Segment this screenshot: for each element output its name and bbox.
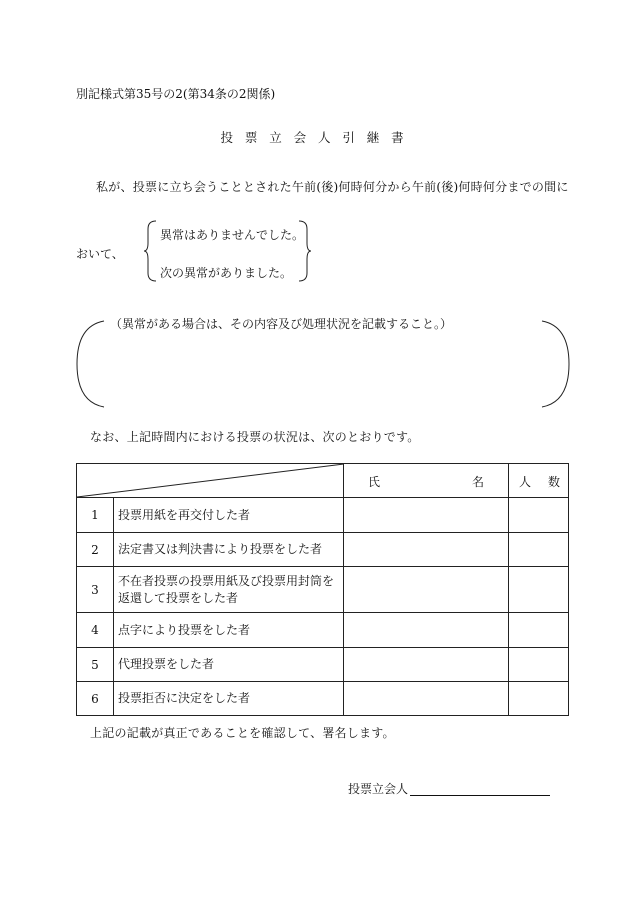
header-name-b: 名 <box>471 475 484 489</box>
header-count-b: 数 <box>547 475 560 489</box>
row-number: 5 <box>77 648 114 682</box>
name-cell[interactable] <box>344 682 509 716</box>
name-cell[interactable] <box>344 567 509 613</box>
header-count <box>509 464 569 498</box>
note-instruction: （異常がある場合は、その内容及び処理状況を記載すること。） <box>110 317 453 331</box>
intro-text: 私が、投票に立ち会うこととされた午前(後)何時何分から午前(後)何時何分までの間に <box>96 180 569 194</box>
header-name <box>344 464 509 498</box>
signature-label: 投票立会人 <box>348 782 409 796</box>
table-row <box>77 567 569 613</box>
diagonal-header-cell <box>77 464 344 498</box>
row-label: 代理投票をした者 <box>114 648 344 682</box>
note-bracket <box>76 320 570 408</box>
option-abnormality: 次の異常がありました。 <box>160 266 293 280</box>
count-cell[interactable] <box>509 613 569 648</box>
count-cell[interactable] <box>509 567 569 613</box>
count-cell[interactable] <box>509 682 569 716</box>
confirmation-text: 上記の記載が真正であることを確認して、署名します。 <box>90 726 395 740</box>
oite-text: おいて、 <box>76 247 124 261</box>
row-number: 2 <box>77 533 114 567</box>
voting-status-table <box>76 463 569 716</box>
table-header-row <box>77 464 569 498</box>
row-label: 法定書又は判決書により投票をした者 <box>114 533 344 567</box>
count-cell[interactable] <box>509 648 569 682</box>
table-row <box>77 613 569 648</box>
row-label: 点字により投票をした者 <box>114 613 344 648</box>
table-row <box>77 682 569 716</box>
count-cell[interactable] <box>509 533 569 567</box>
document-title: 投票立会人引継書 <box>220 130 416 145</box>
status-text: なお、上記時間内における投票の状況は、次のとおりです。 <box>90 430 420 444</box>
row-number: 4 <box>77 613 114 648</box>
name-cell[interactable] <box>344 498 509 533</box>
name-cell[interactable] <box>344 533 509 567</box>
count-cell[interactable] <box>509 498 569 533</box>
header-count-a: 人 <box>519 475 532 489</box>
name-cell[interactable] <box>344 648 509 682</box>
row-number: 1 <box>77 498 114 533</box>
name-cell[interactable] <box>344 613 509 648</box>
table-row <box>77 648 569 682</box>
row-label: 投票拒否に決定をした者 <box>114 682 344 716</box>
option-no-abnormality: 異常はありませんでした。 <box>160 228 305 242</box>
row-number: 3 <box>77 567 114 613</box>
table-row <box>77 533 569 567</box>
table-row <box>77 498 569 533</box>
form-reference: 別記様式第35号の2(第34条の2関係) <box>76 87 276 101</box>
signature-line[interactable] <box>410 795 550 796</box>
row-label: 不在者投票の投票用紙及び投票用封筒を返還して投票をした者 <box>114 567 344 613</box>
row-label: 投票用紙を再交付した者 <box>114 498 344 533</box>
header-name-a: 氏 <box>368 475 381 489</box>
row-number: 6 <box>77 682 114 716</box>
